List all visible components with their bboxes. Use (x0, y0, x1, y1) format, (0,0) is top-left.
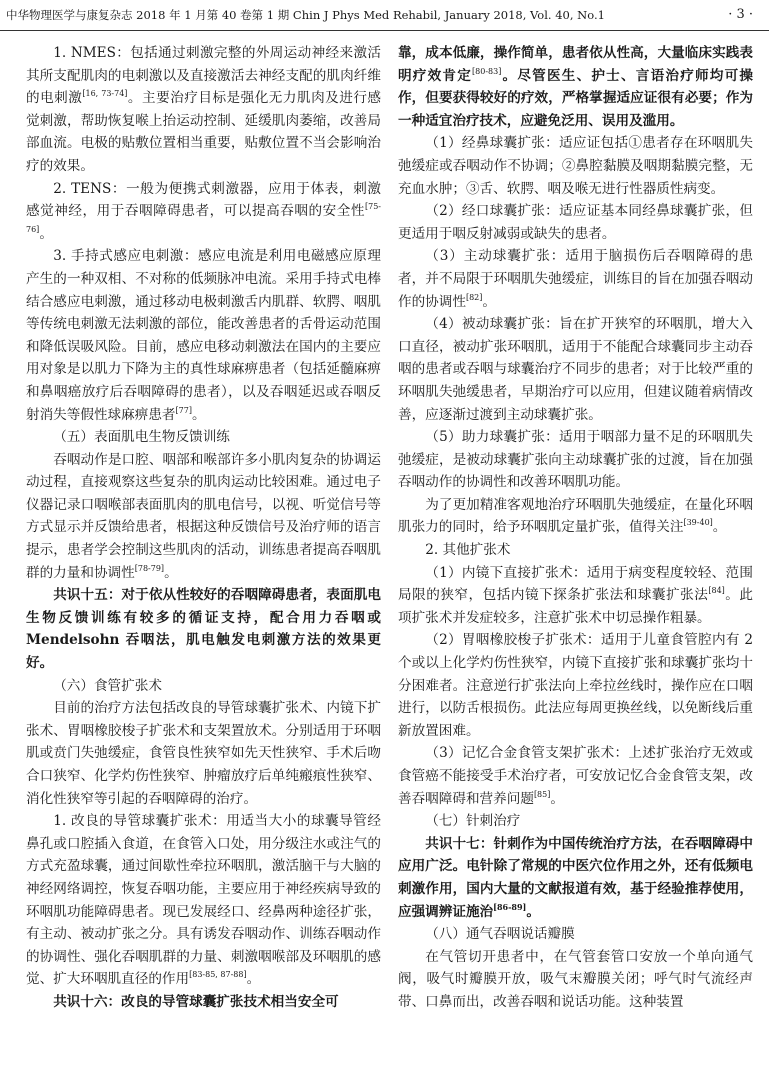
paragraph-stent: （3）记忆合金食管支架扩张术：上述扩张治疗无效或食管癌不能接受手术治疗者，可安放记忆合金食管支架，改善吞咽障碍和营养问题[85]。 (398, 745, 753, 807)
citation: [80-83] (472, 66, 502, 76)
paragraph-dilation-overview: 目前的治疗方法包括改良的导管球囊扩张术、内镜下扩张术、胃咽橡胶梭子扩张术和支架置放术。分别适用于环咽肌或贲门失弛缓症，食管良性狭窄如先天性狭窄、手术后吻合口狭窄、化学灼伤性狭窄、肿瘤放疗后单纯瘢痕性狭窄、消化性狭窄等引起的吞咽障碍的治疗。 (26, 700, 381, 807)
citation: [85] (533, 789, 551, 799)
paragraph-handheld-stimulation: 3. 手持式感应电刺激：感应电流是利用电磁感应原理产生的一种双相、不对称的低频脉冲电流。采用手持式电棒结合感应电刺激，通过移动电极刺激舌内肌群、软腭、咽肌等传统电刺激无法刺激的部位，能改善患者的舌骨运动范围和降低误吸风险。目前，感应电移动刺激法在国内的主要应用对象是以肌力下降为主的真性球麻痹患者（包括延髓麻痹和鼻咽癌放疗后吞咽障碍的患者），以及吞咽延迟或吞咽反射消失等假性球麻痹患者[77]。 (26, 248, 381, 423)
page-number: · 3 · (728, 7, 753, 22)
right-column (398, 42, 753, 1014)
header-rule (0, 30, 769, 31)
citation: [86-89] (493, 901, 527, 912)
paragraph-endoscopic-dilation: （1）内镜下直接扩张术：适用于病变程度较轻、范围局限的狭窄，包括内镜下探条扩张法和球囊扩张法[84]。此项扩张术并发症较多，注意扩张术中切忌操作粗暴。 (398, 564, 754, 626)
running-header (0, 0, 769, 30)
left-column (26, 42, 381, 1014)
heading-other-dilation: 2. 其他扩张术 (425, 542, 511, 559)
citation: [78-79] (134, 563, 165, 573)
paragraph-balloon-dilation: 1. 改良的导管球囊扩张术：用适当大小的球囊导管经鼻孔或口腔插入食道，在食管入口处，用分级注水或注气的方式充盈球囊，通过间歇性牵拉环咽肌，激活脑干与大脑的神经网络调控，恢复吞咽功能，主要应用于神经疾病导致的环咽肌功能障碍患者。现已发展经口、经鼻两种途径扩张，有主动、被动扩张之分。具有诱发吞咽动作、训练吞咽动作的协调性、强化吞咽肌群的力量、刺激咽喉部及环咽肌的感觉、扩大环咽肌直径的作用[83-85, 87-88]。 (26, 813, 381, 988)
citation: [39-40] (683, 518, 713, 528)
paragraph-active-balloon: （3）主动球囊扩张：适用于脑损伤后吞咽障碍的患者，并不局限于环咽肌失弛缓症，训练目的旨在加强吞咽动作的协调性[82]。 (398, 248, 753, 310)
consensus-17: 共识十七：针刺作为中国传统治疗方法，在吞咽障碍中应用广泛。电针除了常规的中医穴位作用之外，还有低频电刺激作用，国内大量的文献报道有效，基于经验推荐使用，应强调辨证施治[86-89]。 (398, 835, 753, 920)
consensus-16-continued: 靠，成本低廉，操作简单，患者依从性高，大量临床实践表明疗效肯定[80-83]。尽管医生、护士、言语治疗师均可操作，但要获得较好的疗效，严格掌握适应证很有必要；作为一种适宜治疗技术，应避免泛用、误用及滥用。 (398, 45, 754, 129)
consensus-16-start: 共识十六：改良的导管球囊扩张技术相当安全可 (53, 993, 339, 1010)
paragraph-nasal-balloon: （1）经鼻球囊扩张：适应证包括①患者存在环咽肌失弛缓症或吞咽动作不协调；②鼻腔黏膜及咽期黏膜完整，无充血水肿；③舌、软腭、咽及喉无进行性器质性病变。 (398, 135, 753, 197)
section-heading-dilation: （六）食管扩张术 (53, 677, 162, 694)
journal-citation-line: 中华物理医学与康复杂志 2018 年 1 月第 40 卷第 1 期 Chin J Phys Med Rehabil, January 2018, Vol. 40, No.1 (6, 8, 605, 22)
citation: [82] (465, 292, 483, 302)
citation: [77] (175, 405, 192, 415)
consensus-15: 共识十五：对于依从性较好的吞咽障碍患者，表面肌电生物反馈训练有较多的循证支持，配合用力吞咽或 Mendelsohn 吞咽法，肌电触发电刺激方法的效果更好。 (26, 587, 381, 672)
paragraph-nmes: 1. NMES：包括通过刺激完整的外周运动神经来激活其所支配肌肉的电刺激以及直接激活去神经支配的肌肉纤维的电刺激[16, 73-74]。主要治疗目标是强化无力肌肉及进行感觉刺激，帮助恢复喉上抬运动控制、延缓肌肉萎缩，改善局部血流。电极的贴敷位置相当重要，贴敷位置不当会影响治疗的效果。 (26, 45, 382, 174)
citation: [75-76] (26, 202, 381, 234)
section-heading-valve: （八）通气吞咽说话瓣膜 (425, 926, 575, 943)
citation: [83-85, 87-88] (189, 970, 247, 980)
paragraph-tens: 2. TENS：一般为便携式刺激器，应用于体表，刺激感觉神经，用于吞咽障碍患者，可以提高吞咽的安全性[75-76]。 (26, 180, 381, 242)
paragraph-quantitative-dilation: 为了更加精准客观地治疗环咽肌失弛缓症，在量化环咽肌张力的同时，给予环咽肌定量扩张，值得关注[39-40]。 (398, 496, 753, 536)
section-heading-acupuncture: （七）针刺治疗 (425, 813, 521, 830)
citation: [16, 73-74] (82, 89, 128, 99)
citation: [84] (708, 586, 725, 596)
section-heading-semg: （五）表面肌电生物反馈训练 (53, 429, 230, 446)
paragraph-rubber-bougie: （2）胃咽橡胶梭子扩张术：适用于儿童食管腔内有 2 个或以上化学灼伤性狭窄，内镜下直接扩张和球囊扩张均十分困难者。注意逆行扩张法向上牵拉丝线时，操作应在口咽进行，以防舌根损伤。此法应每周更换丝线，以免断线后重新放置困难。 (398, 632, 753, 739)
paragraph-semg: 吞咽动作是口腔、咽部和喉部许多小肌肉复杂的协调运动过程，直接观察这些复杂的肌肉运动比较困难。通过电子仪器记录口咽喉部表面肌肉的肌电信号，以视、听觉信号等方式显示并反馈给患者，根据这种反馈信号及治疗师的语言提示，患者学会控制这些肌肉的活动，训练患者提高吞咽肌群的力量和协调性[78-79]。 (26, 451, 381, 581)
paragraph-assisted-balloon: （5）助力球囊扩张：适用于咽部力量不足的环咽肌失弛缓症，是被动球囊扩张向主动球囊扩张的过渡，旨在加强吞咽动作的协调性和改善环咽肌功能。 (398, 429, 753, 491)
paragraph-passive-balloon: （4）被动球囊扩张：旨在扩开狭窄的环咽肌，增大入口直径，被动扩张环咽肌，适用于不能配合球囊同步主动吞咽的患者或吞咽与球囊治疗不同步的患者；对于比较严重的环咽肌失弛缓患者，早期治疗可以应用，但建议随着病情改善，应逐渐过渡到主动球囊扩张。 (398, 316, 753, 423)
paragraph-valve: 在气管切开患者中，在气管套管口安放一个单向通气阀，吸气时瓣膜开放，吸气末瓣膜关闭；呼气时气流经声带、口鼻而出，改善吞咽和说话功能。这种装置 (398, 948, 753, 1010)
paragraph-oral-balloon: （2）经口球囊扩张：适应证基本同经鼻球囊扩张，但更适用于咽反射减弱或缺失的患者。 (398, 203, 753, 242)
